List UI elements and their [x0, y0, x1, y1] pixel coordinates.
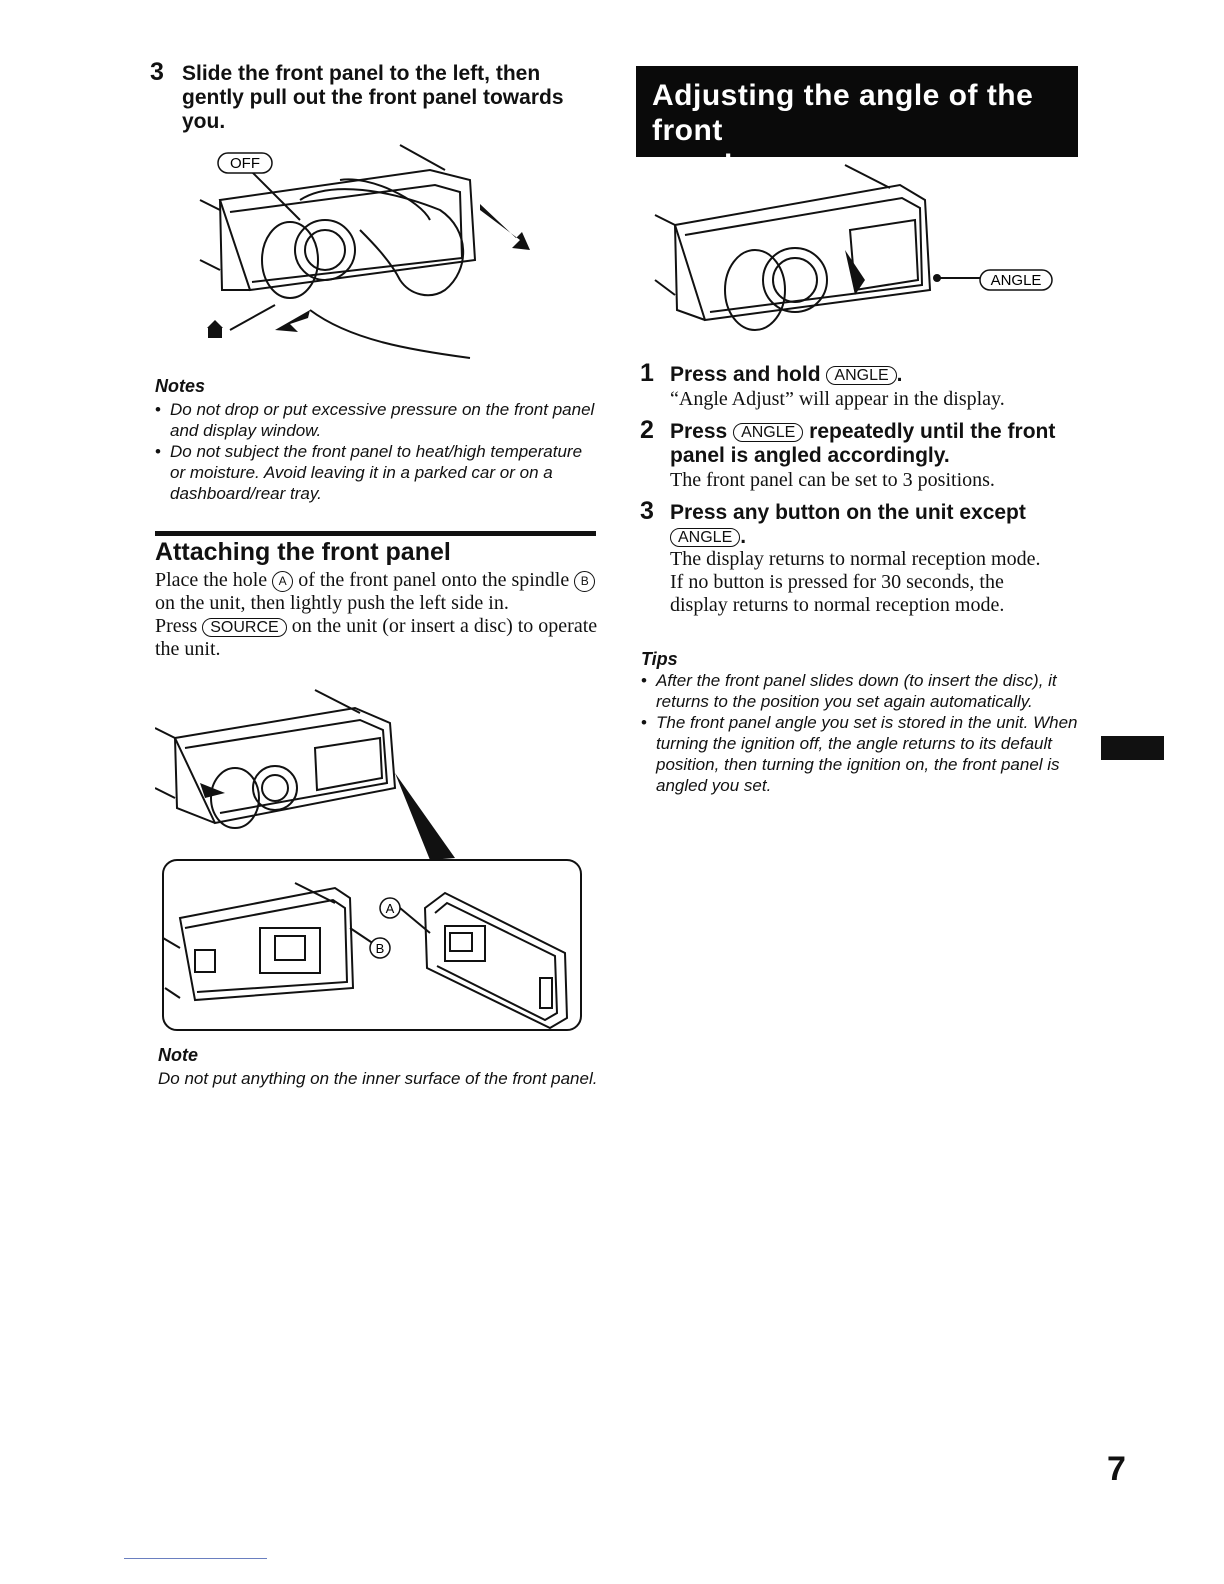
- angle-key: ANGLE: [670, 528, 740, 547]
- notes-list: [155, 399, 595, 504]
- attach-panel-illustration: [155, 688, 585, 1036]
- attaching-paragraph-2: [155, 615, 600, 661]
- note-item: • Do not drop or put excessive pressure on the front panel and display window.: [155, 399, 595, 441]
- step-2-body: The front panel can be set to 3 positions.: [670, 469, 995, 491]
- page-number: 7: [1107, 1450, 1126, 1488]
- section-banner: [636, 66, 1078, 182]
- angle-key-label: ANGLE: [990, 272, 1042, 289]
- figure-remove-panel: [190, 140, 550, 375]
- step-3-right-title: [670, 501, 1070, 549]
- off-button-callout: [218, 153, 272, 173]
- figure-angle-panel: [650, 160, 1060, 340]
- hole-a-marker: A: [272, 571, 293, 592]
- attaching-text-part: on the unit, then lightly push the left side in.: [155, 592, 509, 614]
- label-a-callout: [380, 898, 400, 918]
- step-2-number: 2: [640, 416, 654, 444]
- angle-key: ANGLE: [733, 423, 803, 442]
- step-1-title-end: .: [896, 363, 903, 386]
- tip-item: • The front panel angle you set is stored in the unit. When turning the ignition off, the angle returns to its default position, then turning the ignition on, the front panel is angled you set.: [641, 712, 1086, 796]
- step-3-title: [182, 62, 602, 134]
- remove-panel-illustration: [190, 140, 550, 375]
- angle-panel-illustration: [650, 160, 1060, 340]
- step-2-title-text: repeatedly until the front panel is angled accordingly.: [670, 420, 1056, 467]
- tips-heading: Tips: [641, 649, 678, 669]
- spindle-b-marker: B: [574, 571, 595, 592]
- step-3-right-title-text: Press any button on the unit except: [670, 501, 1026, 524]
- note-heading: Note: [158, 1045, 198, 1065]
- attaching-heading: Attaching the front panel: [155, 538, 451, 566]
- step-2-title-text: Press: [670, 420, 728, 443]
- step-3-right-paragraph: The display returns to normal reception mode.: [670, 548, 1041, 570]
- attaching-text-part: Press: [155, 615, 198, 637]
- attaching-paragraph-1: [155, 569, 600, 615]
- attaching-text-part: on the unit (or insert a disc) to operate the unit.: [155, 615, 598, 660]
- step-1-body: “Angle Adjust” will appear in the display.: [670, 388, 1005, 410]
- label-b-callout: [370, 938, 390, 958]
- label-a: A: [385, 901, 395, 916]
- step-3-right-title-end: .: [740, 525, 747, 548]
- step-3-right-body: [670, 548, 1060, 617]
- tip-item: • After the front panel slides down (to insert the disc), it returns to the position you set again automatically.: [641, 670, 1086, 712]
- banner-title-line: panel: [652, 149, 733, 182]
- step-3-title-line: you.: [182, 110, 226, 133]
- release-icon: [207, 320, 223, 338]
- label-b: B: [375, 941, 385, 956]
- step-3-number: 3: [150, 58, 164, 86]
- step-3-right-paragraph: If no button is pressed for 30 seconds, the display returns to normal reception mode.: [670, 571, 1005, 616]
- step-3-title-line: Slide the front panel to the left, then: [182, 62, 541, 85]
- angle-button-callout: [980, 270, 1052, 290]
- step-1-number: 1: [640, 359, 654, 387]
- off-key-label: OFF: [230, 155, 260, 172]
- step-1-title: [670, 363, 1090, 387]
- attaching-text-part: of the front panel onto the spindle: [298, 569, 570, 591]
- step-3-title-line: gently pull out the front panel towards: [182, 86, 564, 109]
- bottom-rule: [124, 1558, 267, 1559]
- attaching-text-part: Place the hole: [155, 569, 268, 591]
- source-key: SOURCE: [202, 618, 286, 637]
- step-3-right-number: 3: [640, 497, 654, 525]
- figure-attach-panel: [155, 688, 585, 1036]
- note-item: • Do not subject the front panel to heat/high temperature or moisture. Avoid leaving it in a parked car or on a dashboard/rear tray.: [155, 441, 595, 504]
- step-2-title: [670, 420, 1070, 468]
- attaching-text: [155, 569, 600, 661]
- angle-key: ANGLE: [826, 366, 896, 385]
- notes-heading: Notes: [155, 376, 206, 396]
- note-text: Do not put anything on the inner surface of the front panel.: [158, 1069, 598, 1088]
- tips-list: [641, 670, 1086, 796]
- step-1-title-text: Press and hold: [670, 363, 821, 386]
- banner-title-line: Adjusting the angle of the front: [652, 79, 1034, 147]
- section-divider: [155, 531, 596, 536]
- section-tab-marker: [1101, 736, 1164, 760]
